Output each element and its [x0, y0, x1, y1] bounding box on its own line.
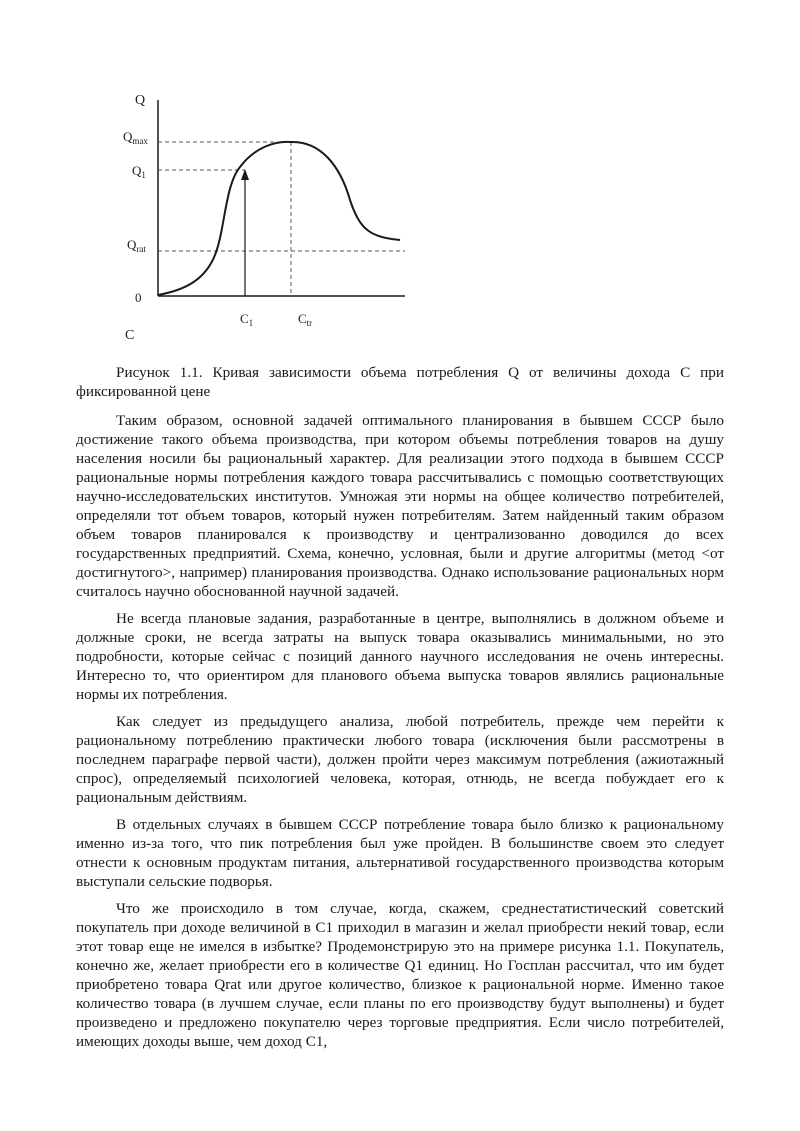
axis-top-label: Q [135, 93, 146, 108]
c1-arrow-head [241, 169, 249, 180]
c1-label: $C_1$ [240, 311, 254, 328]
paragraph: Что же происходило в том случае, когда, скажем, среднестатистический советский покупатель при доходе величиной в С1 приходил в магазин и желал приобрести некий товар, если этот товар еще не имелся в избытке? Продемонстрирую это на примере рисунка 1.1. Покупатель, конечно же, желает приобрести его в количестве Q1 единиц. Но Госплан рассчитал, что им будет приобретено товара Qrat или другое количество, близкое к рациональной норме. Именно такое количество товара (в лучшем случае, если планы по его производству будут выполнены) и будет произведено и предложено покупателю через торговые предприятия. Если число потребителей, имеющих доходы выше, чем доход С1, [76, 900, 724, 1050]
axis-bottom-label: C [125, 328, 135, 343]
q1-label: $Q_1$ [132, 163, 146, 180]
q1-sub: 1 [141, 170, 146, 180]
qrat-label: $Q_{rat}$ [127, 237, 146, 254]
paragraph: Не всегда плановые задания, разработанные в центре, выполнялись в должном объеме и должные сроки, не всегда затраты на выпуск товара оказывались минимальными, но это подробности, которые сейчас с позиций данного научного исследования не очень интересны. Интересно то, что ориентиром для планового объема выпуска товаров являлись рациональные нормы их потребления. [76, 610, 724, 703]
figure-svg [115, 85, 435, 350]
paragraph: Таким образом, основной задачей оптимального планирования в бывшем СССР было достижение такого объема производства, при котором объемы потребления товаров на душу населения носили бы рациональный характер. Для реализации этого подхода в бывшем СССР рациональные нормы потребления каждого товара рассчитывались с помощью соответствующих научно-исследовательских институтов. Умножая эти нормы на общее количество потребителей, определяли тот объем товаров, который нужен потребителям. Затем найденный таким образом объем товаров планировался к производству и централизованно доводился до всех государственных предприятий. Схема, конечно, условная, были и другие алгоритмы (метод <от достигнутого>, например) планирования производства. Однако использование рациональных норм считалось научно обоснованной научной задачей. [76, 412, 724, 600]
qmax-label: $Q_{max}$ [123, 129, 148, 146]
ctr-label: $C_{tr}$ [298, 311, 313, 328]
consumption-curve-figure [115, 85, 435, 350]
ctr-sub: tr [306, 318, 313, 328]
qrat-sub: rat [136, 244, 146, 254]
origin-label: 0 [135, 290, 142, 305]
c1-sub: 1 [248, 318, 254, 328]
page-text [76, 363, 724, 1059]
consumption-curve [158, 142, 400, 295]
paragraph: В отдельных случаях в бывшем СССР потребление товара было близко к рациональному именно из-за того, что пик потребления был уже пройден. В большинстве своем это следует отнести к основным продуктам питания, альтернативой государственного производства которым выступали сельские подворья. [76, 816, 724, 890]
paragraph: Как следует из предыдущего анализа, любой потребитель, прежде чем перейти к рациональному потреблению практически любого товара (исключения были рассмотрены в последнем параграфе первой части), должен пройти через максимум потребления (ажиотажный спрос), определяемый психологией человека, которая, отнюдь, не всегда побуждает его к рациональным действиям. [76, 713, 724, 806]
qmax-sub: max [132, 136, 148, 146]
figure-caption: Рисунок 1.1. Кривая зависимости объема потребления Q от величины дохода C при фиксированной цене [76, 364, 724, 400]
